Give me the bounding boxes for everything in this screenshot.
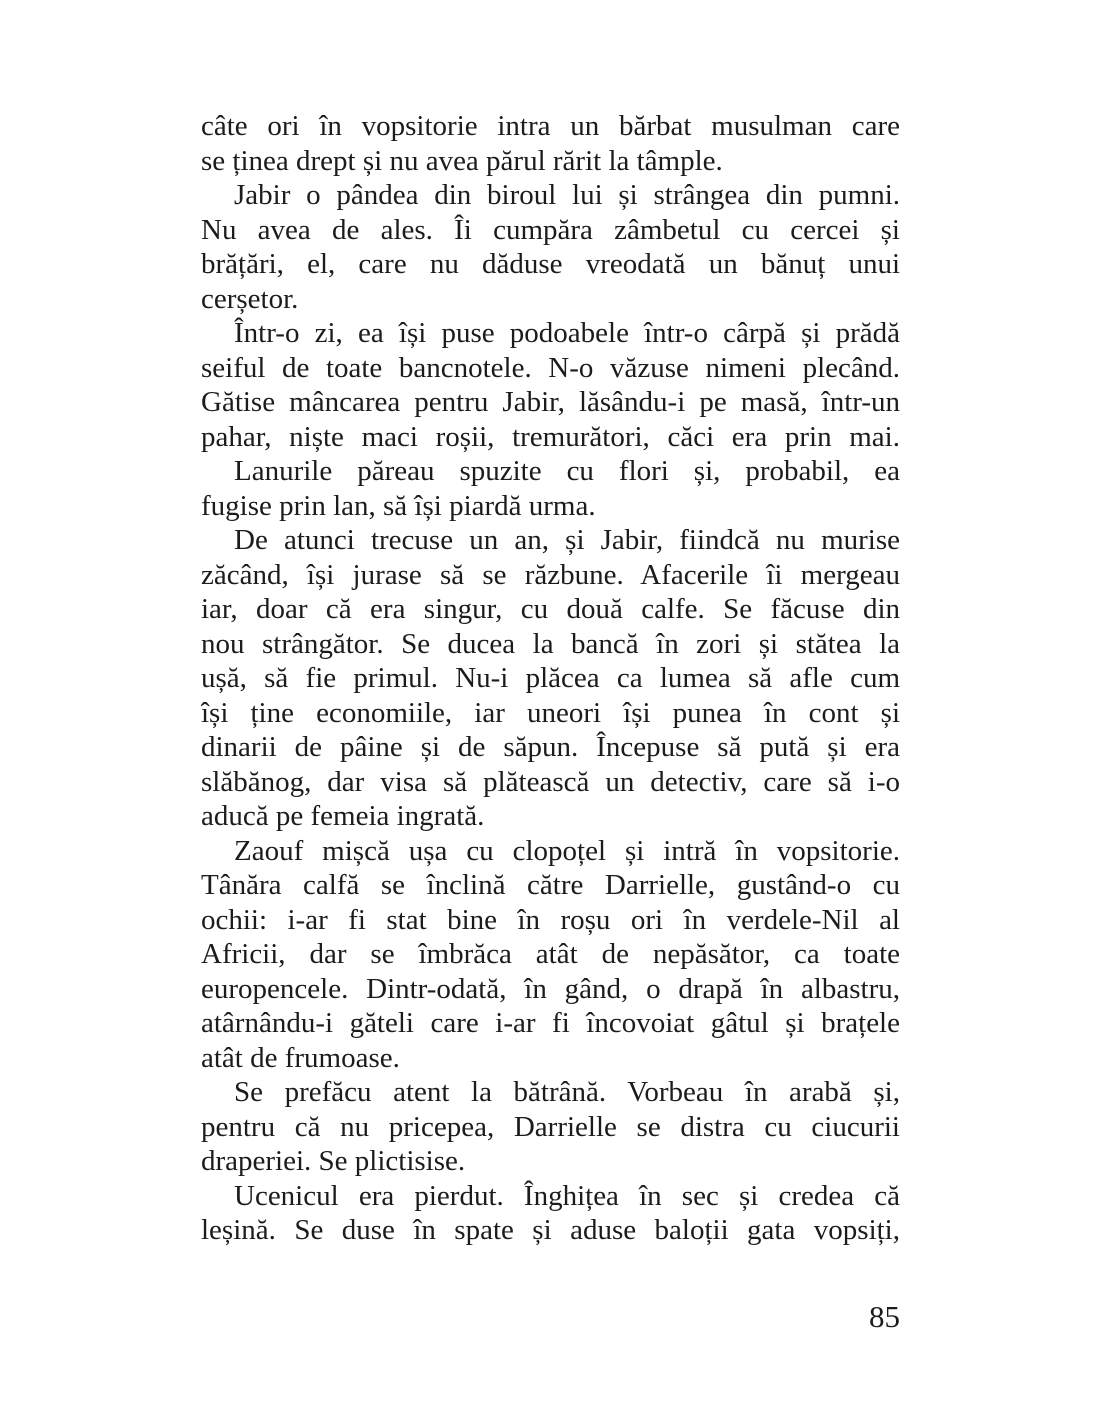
- text-line: De atunci trecuse un an, și Jabir, fiindcă nu murise: [234, 524, 900, 556]
- text-line: leșină. Se duse în spate și aduse baloții gata vopsiți,: [201, 1214, 900, 1246]
- text-block: [201, 109, 900, 1248]
- text-line: atât de frumoase.: [201, 1041, 400, 1074]
- text-line: brățări, el, care nu dăduse vreodată un bănuț unui: [201, 248, 900, 280]
- text-line: Într-o zi, ea își puse podoabele într-o cârpă și prădă: [234, 317, 900, 349]
- text-line: slăbănog, dar visa să plătească un detectiv, care să i-o: [201, 765, 900, 798]
- text-line: ochii: i-ar fi stat bine în roșu ori în verdele-Nil al: [201, 903, 900, 936]
- text-line: seiful de toate bancnotele. N-o văzuse nimeni plecând.: [201, 351, 900, 384]
- text-line: Nu avea de ales. Îi cumpăra zâmbetul cu cercei și: [201, 213, 900, 246]
- text-line: dinarii de pâine și de săpun. Începuse să pută și era: [201, 731, 900, 763]
- text-line: zăcând, își jurase să se răzbune. Afacerile îi mergeau: [201, 558, 900, 591]
- text-line: își ține economiile, iar uneori își punea în cont și: [201, 696, 900, 729]
- text-line: Ucenicul era pierdut. Înghițea în sec și credea că: [234, 1179, 900, 1212]
- text-line: Zaouf mișcă ușa cu clopoțel și intră în vopsitorie.: [234, 834, 900, 867]
- text-line: nou strângător. Se ducea la bancă în zori și stătea la: [201, 627, 900, 660]
- text-line: ușă, să fie primul. Nu-i plăcea ca lumea să afle cum: [201, 662, 900, 694]
- text-line: fugise prin lan, să își piardă urma.: [201, 489, 596, 522]
- page-number: 85: [869, 1299, 900, 1334]
- text-line: draperiei. Se plictisise.: [201, 1145, 466, 1177]
- text-line: cerșetor.: [201, 282, 299, 315]
- text-line: se ținea drept și nu avea părul rărit la tâmple.: [201, 144, 723, 177]
- text-line: Gătise mâncarea pentru Jabir, lăsându-i pe masă, într-un: [201, 386, 900, 418]
- text-line: Se prefăcu atent la bătrână. Vorbeau în arabă și,: [234, 1076, 900, 1108]
- text-line: iar, doar că era singur, cu două calfe. Se făcuse din: [201, 593, 900, 625]
- text-line: câte ori în vopsitorie intra un bărbat musulman care: [201, 110, 900, 142]
- text-line: Africii, dar se îmbrăca atât de nepăsător, ca toate: [201, 938, 900, 970]
- text-line: Jabir o pândea din biroul lui și strângea din pumni.: [234, 179, 900, 211]
- text-line: Tânăra calfă se înclină către Darrielle, gustând-o cu: [201, 869, 900, 901]
- text-line: europencele. Dintr-odată, în gând, o drapă în albastru,: [201, 972, 900, 1005]
- text-line: Lanurile păreau spuzite cu flori și, probabil, ea: [234, 455, 900, 487]
- text-line: pahar, niște maci roșii, tremurători, căci era prin mai.: [201, 420, 900, 453]
- text-line: pentru că nu pricepea, Darrielle se distra cu ciucurii: [201, 1110, 900, 1143]
- text-line: aducă pe femeia ingrată.: [201, 800, 485, 832]
- text-line: atârnându-i găteli care i-ar fi încovoiat gâtul și brațele: [201, 1007, 900, 1039]
